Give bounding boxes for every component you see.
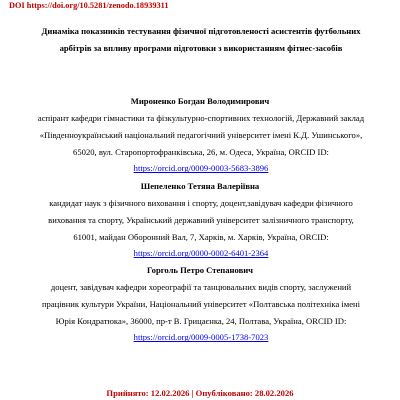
affiliation-text-3: доцент, завідувач кафедри хореографії та танцювальних видів спорту, заслужений працівник культури України, Національний університет «Полтавська політехніка імені Юрія Кондратюка», 36000, пр-т В. Грицаєнка, 24, Полтава, Україна, ORCID ID: [41,282,361,326]
article-title: Динаміка показників тестування фізичної підготовленості асистентів футбольних арбітрів за впливу програми підготовки з використанням фітнес-засобів [41,26,361,53]
affiliation-text-1: аспірант кафедри гімнастики та фізкультурно-спортивних технологій, Державний заклад «Південноукраїнський національний педагогічний університет імені К.Д. Ушинського», 65020, вул. Старопортофранківська, 26, м. Одеса, Україна, ORCID ID: [37,113,365,157]
author-name-1: Мироненко Богдан Володимирович [130,96,270,106]
orcid-link-3[interactable]: https://orcid.org/0009-0005-1738-7023 [133,332,269,343]
orcid-link-1[interactable]: https://orcid.org/0009-0003-5683-3896 [133,163,269,174]
author-name-2: Шепеленко Тетяна Валеріївна [140,181,260,191]
orcid-link-2[interactable]: https://orcid.org/0000-0002-6401-2364 [133,248,269,259]
author-affiliation-1 [36,110,366,177]
doi-line: DOI https://doi.org/10.5281/zenodo.18939311 [9,1,169,10]
affiliation-text-2: кандидат наук з фізичного виховання і спорту, доцент,завідувач кафедри фізичного виховання та спорту, Український державний університет залізничного транспорту, 61001, майдан Оборонний Вал, 7, Харків, м. Харків, Україна, ORCID: [48,198,354,242]
author-affiliation-2 [36,195,366,262]
author-name-3: Горголь Петро Степанович [146,265,254,275]
author-affiliation-3 [36,279,366,346]
publication-dates: Прийнято: 12.02.2026 | Опубліковано: 28.02.2026 [106,388,294,398]
